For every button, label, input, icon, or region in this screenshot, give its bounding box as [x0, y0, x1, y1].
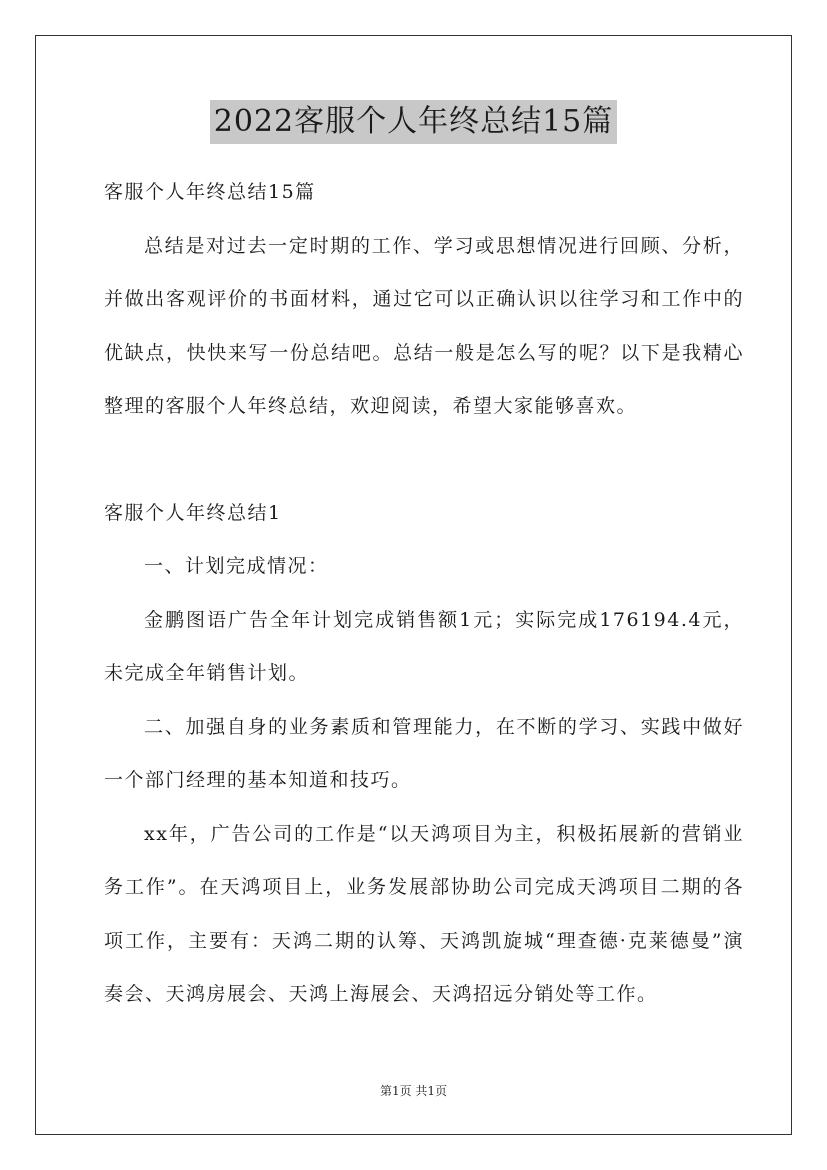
- document-body: [104, 166, 744, 1022]
- intro-paragraph: 总结是对过去一定时期的工作、学习或思想情况进行回顾、分析，并做出客观评价的书面材料，通过它可以正确认识以往学习和工作中的优缺点，快快来写一份总结吧。总结一般是怎么写的呢？以下是我精心整理的客服个人年终总结，欢迎阅读，希望大家能够喜欢。: [104, 234, 744, 417]
- item2-paragraph: 二、加强自身的业务素质和管理能力，在不断的学习、实践中做好一个部门经理的基本知道和技巧。: [104, 715, 744, 791]
- item1-paragraph: 金鹏图语广告全年计划完成销售额1元；实际完成176194.4元，未完成全年销售计划。: [104, 608, 744, 684]
- item1-heading: 一、计划完成情况：: [144, 555, 329, 577]
- item3-paragraph: xx年，广告公司的工作是“以天鸿项目为主，积极拓展新的营销业务工作”。在天鸿项目上，业务发展部协助公司完成天鸿项目二期的各项工作，主要有：天鸿二期的认筹、天鸿凯旋城“理查德·克莱德曼”演奏会、天鸿房展会、天鸿上海展会、天鸿招远分销处等工作。: [104, 822, 744, 1005]
- page-footer: 第1页 共1页: [379, 1084, 448, 1098]
- subtitle: 客服个人年终总结15篇: [104, 181, 316, 203]
- spacer: [104, 434, 744, 487]
- document-title: 2022客服个人年终总结15篇: [210, 100, 618, 144]
- section-title: 客服个人年终总结1: [104, 501, 282, 524]
- title-container: [0, 100, 827, 144]
